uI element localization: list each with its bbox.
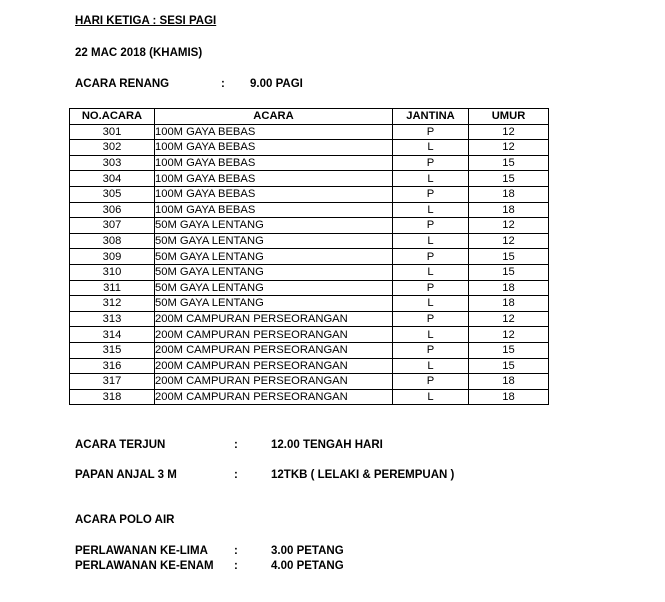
event-no-cell: 315: [70, 342, 155, 358]
springboard-value: 12TKB ( LELAKI & PEREMPUAN ): [271, 469, 455, 481]
event-name-cell: 50M GAYA LENTANG: [155, 249, 393, 265]
age-cell: 18: [469, 202, 549, 218]
table-row: [70, 155, 549, 171]
event-name-cell: 100M GAYA BEBAS: [155, 171, 393, 187]
event-no-cell: 304: [70, 171, 155, 187]
table-row: [70, 218, 549, 234]
gender-cell: P: [393, 218, 469, 234]
table-row: [70, 311, 549, 327]
age-cell: 15: [469, 155, 549, 171]
table-row: [70, 186, 549, 202]
table-row: [70, 233, 549, 249]
age-cell: 18: [469, 296, 549, 312]
col-header-gender: JANTINA: [393, 109, 469, 125]
table-row: [70, 202, 549, 218]
event-no-cell: 302: [70, 140, 155, 156]
table-row: [70, 171, 549, 187]
gender-cell: L: [393, 233, 469, 249]
diving-time: 12.00 TENGAH HARI: [271, 439, 383, 451]
diving-label: ACARA TERJUN: [75, 439, 166, 451]
gender-cell: L: [393, 296, 469, 312]
table-row: [70, 342, 549, 358]
swimming-label: ACARA RENANG: [75, 78, 170, 90]
age-cell: 12: [469, 218, 549, 234]
gender-cell: P: [393, 342, 469, 358]
gender-cell: P: [393, 155, 469, 171]
event-name-cell: 200M CAMPURAN PERSEORANGAN: [155, 342, 393, 358]
diving-colon: :: [234, 439, 238, 451]
event-name-cell: 50M GAYA LENTANG: [155, 218, 393, 234]
age-cell: 15: [469, 171, 549, 187]
table-row: [70, 358, 549, 374]
event-name-cell: 100M GAYA BEBAS: [155, 155, 393, 171]
swimming-time: 9.00 PAGI: [250, 78, 303, 90]
age-cell: 15: [469, 249, 549, 265]
age-cell: 12: [469, 311, 549, 327]
table-row: [70, 280, 549, 296]
event-name-cell: 200M CAMPURAN PERSEORANGAN: [155, 327, 393, 343]
event-no-cell: 313: [70, 311, 155, 327]
age-cell: 18: [469, 186, 549, 202]
event-name-cell: 50M GAYA LENTANG: [155, 264, 393, 280]
age-cell: 12: [469, 327, 549, 343]
col-header-no: NO.ACARA: [70, 109, 155, 125]
event-name-cell: 100M GAYA BEBAS: [155, 140, 393, 156]
gender-cell: L: [393, 389, 469, 405]
gender-cell: P: [393, 124, 469, 140]
age-cell: 12: [469, 140, 549, 156]
gender-cell: P: [393, 249, 469, 265]
event-name-cell: 200M CAMPURAN PERSEORANGAN: [155, 358, 393, 374]
age-cell: 18: [469, 280, 549, 296]
event-no-cell: 308: [70, 233, 155, 249]
event-name-cell: 100M GAYA BEBAS: [155, 124, 393, 140]
match5-label: PERLAWANAN KE-LIMA: [75, 545, 208, 557]
age-cell: 18: [469, 374, 549, 390]
event-no-cell: 314: [70, 327, 155, 343]
event-name-cell: 50M GAYA LENTANG: [155, 233, 393, 249]
gender-cell: L: [393, 171, 469, 187]
event-no-cell: 311: [70, 280, 155, 296]
gender-cell: L: [393, 202, 469, 218]
event-no-cell: 318: [70, 389, 155, 405]
gender-cell: L: [393, 358, 469, 374]
match5-time: 3.00 PETANG: [271, 545, 344, 557]
table-row: [70, 264, 549, 280]
table-row: [70, 327, 549, 343]
match6-label: PERLAWANAN KE-ENAM: [75, 560, 214, 572]
table-row: [70, 140, 549, 156]
gender-cell: P: [393, 280, 469, 296]
event-no-cell: 306: [70, 202, 155, 218]
gender-cell: P: [393, 311, 469, 327]
age-cell: 15: [469, 264, 549, 280]
event-no-cell: 317: [70, 374, 155, 390]
event-name-cell: 200M CAMPURAN PERSEORANGAN: [155, 389, 393, 405]
event-no-cell: 303: [70, 155, 155, 171]
event-no-cell: 305: [70, 186, 155, 202]
event-name-cell: 200M CAMPURAN PERSEORANGAN: [155, 374, 393, 390]
waterpolo-label: ACARA POLO AIR: [75, 514, 175, 526]
event-name-cell: 50M GAYA LENTANG: [155, 280, 393, 296]
col-header-event: ACARA: [155, 109, 393, 125]
event-no-cell: 307: [70, 218, 155, 234]
gender-cell: L: [393, 327, 469, 343]
table-row: [70, 374, 549, 390]
match6-time: 4.00 PETANG: [271, 560, 344, 572]
table-row: [70, 389, 549, 405]
event-name-cell: 50M GAYA LENTANG: [155, 296, 393, 312]
date-heading: 22 MAC 2018 (KHAMIS): [75, 47, 203, 59]
gender-cell: L: [393, 264, 469, 280]
event-name-cell: 100M GAYA BEBAS: [155, 202, 393, 218]
gender-cell: P: [393, 186, 469, 202]
match6-colon: :: [234, 560, 238, 572]
table-row: [70, 124, 549, 140]
age-cell: 12: [469, 233, 549, 249]
event-no-cell: 316: [70, 358, 155, 374]
springboard-label: PAPAN ANJAL 3 M: [75, 469, 177, 481]
table-row: [70, 296, 549, 312]
event-no-cell: 301: [70, 124, 155, 140]
swimming-colon: :: [221, 78, 225, 90]
gender-cell: L: [393, 140, 469, 156]
age-cell: 18: [469, 389, 549, 405]
col-header-age: UMUR: [469, 109, 549, 125]
match5-colon: :: [234, 545, 238, 557]
event-name-cell: 100M GAYA BEBAS: [155, 186, 393, 202]
page-title: HARI KETIGA : SESI PAGI: [75, 15, 217, 27]
springboard-colon: :: [234, 469, 238, 481]
events-table: [69, 108, 549, 405]
event-no-cell: 312: [70, 296, 155, 312]
event-name-cell: 200M CAMPURAN PERSEORANGAN: [155, 311, 393, 327]
event-no-cell: 309: [70, 249, 155, 265]
table-header-row: [70, 109, 549, 125]
age-cell: 15: [469, 342, 549, 358]
gender-cell: P: [393, 374, 469, 390]
age-cell: 12: [469, 124, 549, 140]
age-cell: 15: [469, 358, 549, 374]
event-no-cell: 310: [70, 264, 155, 280]
table-row: [70, 249, 549, 265]
